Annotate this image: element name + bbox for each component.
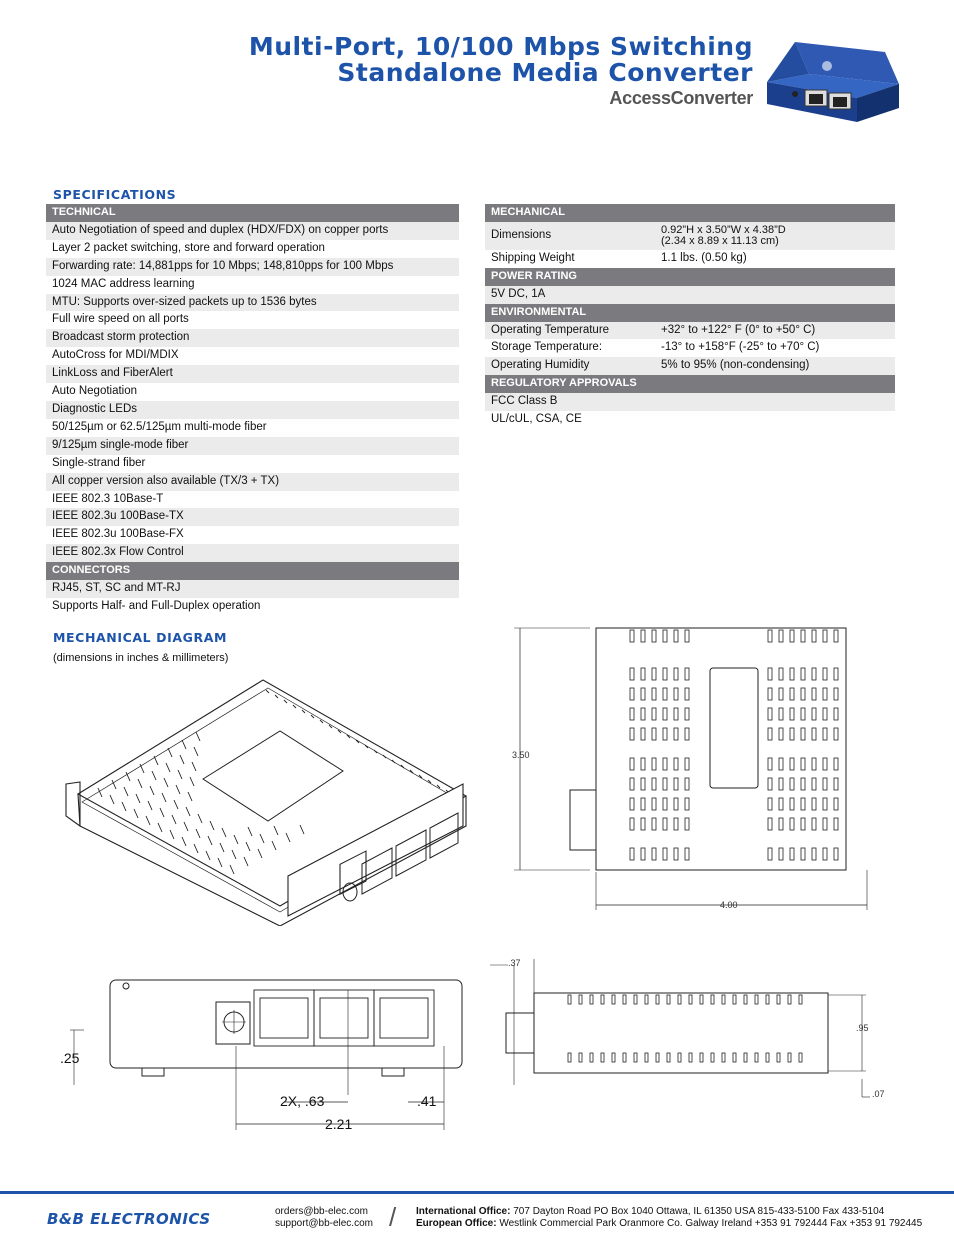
mechanical-header: MECHANICAL	[485, 204, 895, 222]
dim-width: 4.00	[720, 900, 738, 910]
company-logo: B&B ELECTRONICS	[47, 1210, 211, 1228]
technical-row: IEEE 802.3x Flow Control	[46, 544, 459, 562]
technical-row: Layer 2 packet switching, store and forward operation	[52, 241, 325, 254]
dim-037: .37	[508, 958, 521, 968]
technical-row: MTU: Supports over-sized packets up to 1536 bytes	[46, 294, 459, 312]
regulatory-header: REGULATORY APPROVALS	[485, 375, 895, 393]
connector-row: RJ45, ST, SC and MT-RJ	[46, 580, 459, 598]
dim-041: .41	[417, 1093, 437, 1109]
footer-divider	[0, 1191, 954, 1194]
storage-temp-label: Storage Temperature:	[491, 341, 603, 354]
humidity-label: Operating Humidity	[485, 357, 655, 375]
technical-row: LinkLoss and FiberAlert	[46, 365, 459, 383]
orders-email-link[interactable]: orders@bb-elec.com	[275, 1206, 368, 1217]
dim-height: 3.50	[512, 750, 530, 760]
product-subtitle: AccessConverter	[609, 88, 753, 108]
european-office: European Office: Westlink Commercial Park Oranmore Co. Galway Ireland +353 91 792444 Fax +353 91 792445	[416, 1218, 923, 1229]
footer-offices	[416, 1206, 922, 1230]
international-office: International Office: 707 Dayton Road PO Box 1040 Ottawa, IL 61350 USA 815-433-5100 Fax 433-5104	[416, 1206, 885, 1217]
dim-2x063: 2X, .63	[280, 1093, 325, 1109]
weight-label: Shipping Weight	[491, 251, 575, 264]
power-value: 5V DC, 1A	[485, 286, 895, 304]
support-email-link[interactable]: support@bb-elec.com	[275, 1218, 373, 1229]
dim-095: .95	[856, 1023, 869, 1033]
technical-row: Broadcast storm protection	[46, 329, 459, 347]
technical-row: Auto Negotiation of speed and duplex (HDX/FDX) on copper ports	[46, 222, 459, 240]
power-header: POWER RATING	[485, 268, 895, 286]
title-line-1: Multi-Port, 10/100 Mbps Switching	[248, 32, 753, 61]
regulatory-row: UL/cUL, CSA, CE	[491, 413, 582, 426]
op-temp-label: Operating Temperature	[485, 322, 655, 340]
connector-row: Supports Half- and Full-Duplex operation	[52, 599, 261, 612]
humidity-value: 5% to 95% (non-condensing)	[655, 357, 895, 375]
weight-value: 1.1 lbs. (0.50 kg)	[661, 251, 747, 264]
technical-row: Single-strand fiber	[52, 456, 146, 469]
footer-slash: /	[389, 1202, 397, 1232]
environmental-header: ENVIRONMENTAL	[485, 304, 895, 322]
technical-row: All copper version also available (TX/3 + TX)	[46, 473, 459, 491]
dimensions-label: Dimensions	[485, 222, 655, 250]
op-temp-value: +32° to +122° F (0° to +50° C)	[655, 322, 895, 340]
diagram-note: (dimensions in inches & millimeters)	[53, 652, 229, 664]
technical-row: AutoCross for MDI/MDIX	[52, 349, 179, 362]
technical-row: Full wire speed on all ports	[52, 313, 189, 326]
technical-row: 1024 MAC address learning	[52, 277, 195, 290]
storage-temp-value: -13° to +158°F (-25° to +70° C)	[661, 341, 820, 354]
mechanical-diagram-heading: MECHANICAL DIAGRAM	[53, 630, 228, 645]
dim-007: .07	[872, 1089, 885, 1099]
footer-emails	[275, 1206, 373, 1230]
front-view-drawing	[64, 970, 474, 1135]
top-view-drawing	[510, 620, 890, 920]
side-view-drawing	[488, 955, 878, 1115]
connectors-header: CONNECTORS	[46, 562, 459, 580]
regulatory-row: FCC Class B	[485, 393, 895, 411]
technical-row: IEEE 802.3u 100Base-FX	[52, 528, 184, 541]
isometric-drawing	[58, 676, 478, 926]
dim-221: 2.21	[325, 1116, 353, 1132]
technical-header: TECHNICAL	[46, 204, 459, 222]
product-image	[765, 38, 900, 126]
dimensions-line-1: 0.92”H x 3.50”W x 4.38”D	[661, 223, 786, 236]
dim-025: .25	[60, 1050, 80, 1066]
specifications-heading: SPECIFICATIONS	[53, 187, 177, 202]
title-line-2: Standalone Media Converter	[337, 58, 753, 87]
technical-row: Auto Negotiation	[52, 385, 138, 398]
technical-row: 50/125µm or 62.5/125µm multi-mode fiber	[52, 420, 267, 433]
technical-row: Forwarding rate: 14,881pps for 10 Mbps; 148,810pps for 100 Mbps	[46, 258, 459, 276]
mechanical-table	[485, 204, 895, 429]
technical-row: IEEE 802.3 10Base-T	[52, 492, 164, 505]
dimensions-line-2: (2.34 x 8.89 x 11.13 cm)	[661, 234, 779, 247]
technical-row: 9/125µm single-mode fiber	[46, 437, 459, 455]
technical-table	[46, 204, 459, 616]
technical-row: IEEE 802.3u 100Base-TX	[46, 508, 459, 526]
page-title	[249, 34, 753, 86]
technical-row: Diagnostic LEDs	[46, 401, 459, 419]
dimensions-value	[655, 222, 895, 250]
